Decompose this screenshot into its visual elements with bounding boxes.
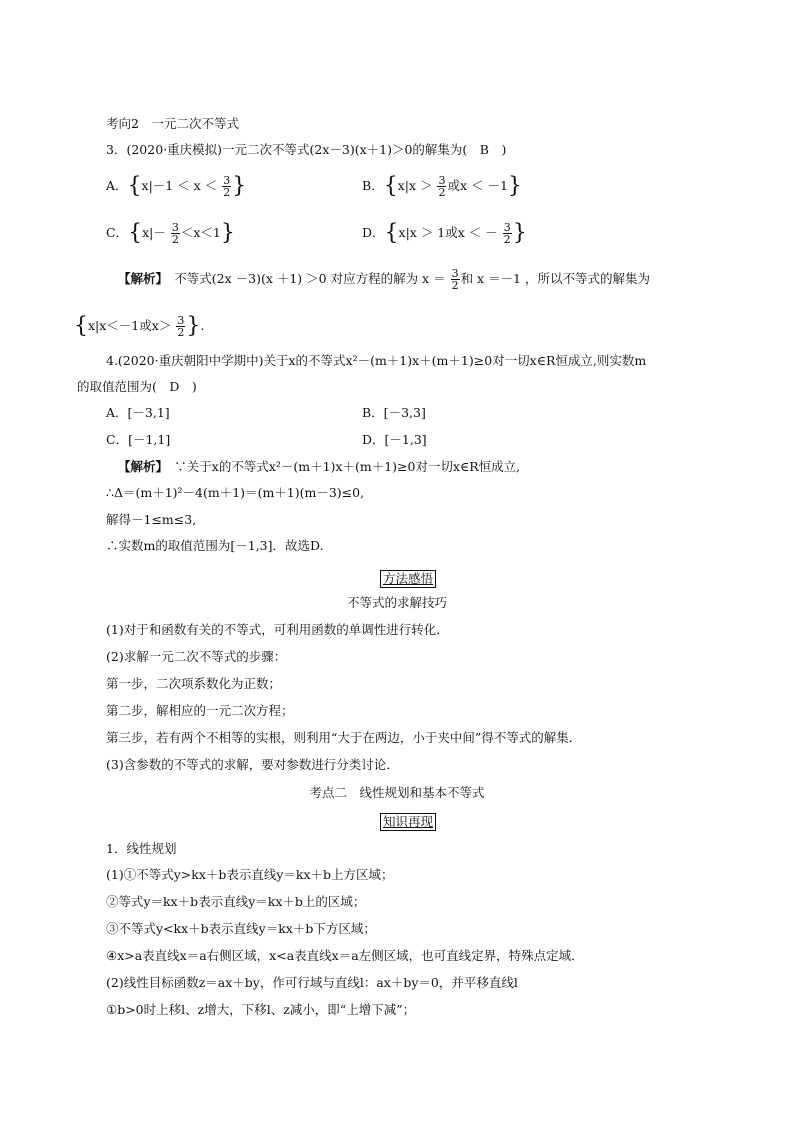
q3-solution-line-1: 【解析】 不等式(2x －3)(x ＋1) ＞0 对应方程的解为 x ＝ $\frac{3}{2}$ 和 x ＝－1 ，所以不等式的解集为 <box>118 267 650 292</box>
method-line-6: (3)含参数的不等式的求解，要对参数进行分类讨论． <box>106 757 399 772</box>
q4-option-d: D．[－1,3] <box>362 432 427 447</box>
method-line-1: (1)对于和函数有关的不等式，可利用函数的单调性进行转化． <box>106 622 449 637</box>
q4-option-c: C．[－1,1] <box>106 432 171 447</box>
method-line-2: (2)求解一元二次不等式的步骤： <box>106 649 287 664</box>
section-line-1: 1．线性规划 <box>106 841 177 856</box>
q3-solution-line-2: {x|x＜－1或x＞ $\frac{3}{2}$ }. <box>74 313 205 339</box>
section-line-5: ④x>a表直线x＝a右侧区域，x<a表直线x＝a左侧区域，也可直线定界，特殊点定域． <box>106 948 584 963</box>
q3-option-b: B．{x|x ＞ $\frac{3}{2}$ 或x ＜ －1} <box>362 173 522 199</box>
section-line-2: (1)①不等式y>kx＋b表示直线y＝kx＋b上方区域； <box>106 867 394 882</box>
q3-option-d: D．{x|x ＞ 1或x ＜ － $\frac{3}{2}$ } <box>362 220 527 246</box>
knowledge-box-label: 知识再现 <box>380 813 436 831</box>
section-line-6: (2)线性目标函数z＝ax＋by，作可行域与直线l：ax＋by＝0，并平移直线l <box>106 975 518 990</box>
section-title: 考点二 线性规划和基本不等式 <box>309 785 485 800</box>
q4-solution-line-2: ∴Δ＝(m＋1)²－4(m＋1)＝(m＋1)(m－3)≤0, <box>106 485 365 500</box>
method-box-label: 方法感悟 <box>380 570 436 588</box>
section-line-3: ②等式y＝kx＋b表示直线y＝kx＋b上的区域； <box>106 894 366 909</box>
q3-option-c: C．{x|－ $\frac{3}{2}$ ＜x＜1} <box>106 220 235 246</box>
method-title: 不等式的求解技巧 <box>346 595 447 610</box>
question-4-stem-2: 的取值范围为( D ) <box>77 379 197 394</box>
question-4-stem-1: 4.(2020·重庆朝阳中学期中)关于x的不等式x²－(m＋1)x＋(m＋1)≥0对一切x∈R恒成立,则实数m <box>106 353 647 368</box>
q4-solution-line-4: ∴实数m的取值范围为[－1,3]．故选D. <box>106 538 324 553</box>
q4-solution-line-1: 【解析】 ∵关于x的不等式x²－(m＋1)x＋(m＋1)≥0对一切x∈R恒成立, <box>118 459 521 474</box>
q3-option-a: A．{x|－1 ＜ x ＜ $\frac{3}{2}$ } <box>106 173 247 199</box>
method-line-4: 第二步，解相应的一元二次方程； <box>106 703 294 718</box>
q4-option-a: A．[－3,1] <box>106 405 170 420</box>
section-line-4: ③不等式y<kx＋b表示直线y＝kx＋b下方区域； <box>106 921 376 936</box>
q4-option-b: B．[－3,3] <box>362 405 426 420</box>
subsection-heading: 考向2 一元二次不等式 <box>106 116 239 131</box>
q4-solution-line-3: 解得－1≤m≤3, <box>106 512 197 527</box>
method-line-5: 第三步，若有两个不相等的实根，则利用“大于在两边，小于夹中间”得不等式的解集． <box>106 730 582 745</box>
section-line-7: ①b>0时上移l、z增大，下移l、z减小，即“上增下减”； <box>106 1002 416 1017</box>
method-line-3: 第一步，二次项系数化为正数； <box>106 676 282 691</box>
question-3-stem: 3．(2020·重庆模拟)一元二次不等式(2x－3)(x＋1)＞0的解集为( B ) <box>106 142 507 157</box>
